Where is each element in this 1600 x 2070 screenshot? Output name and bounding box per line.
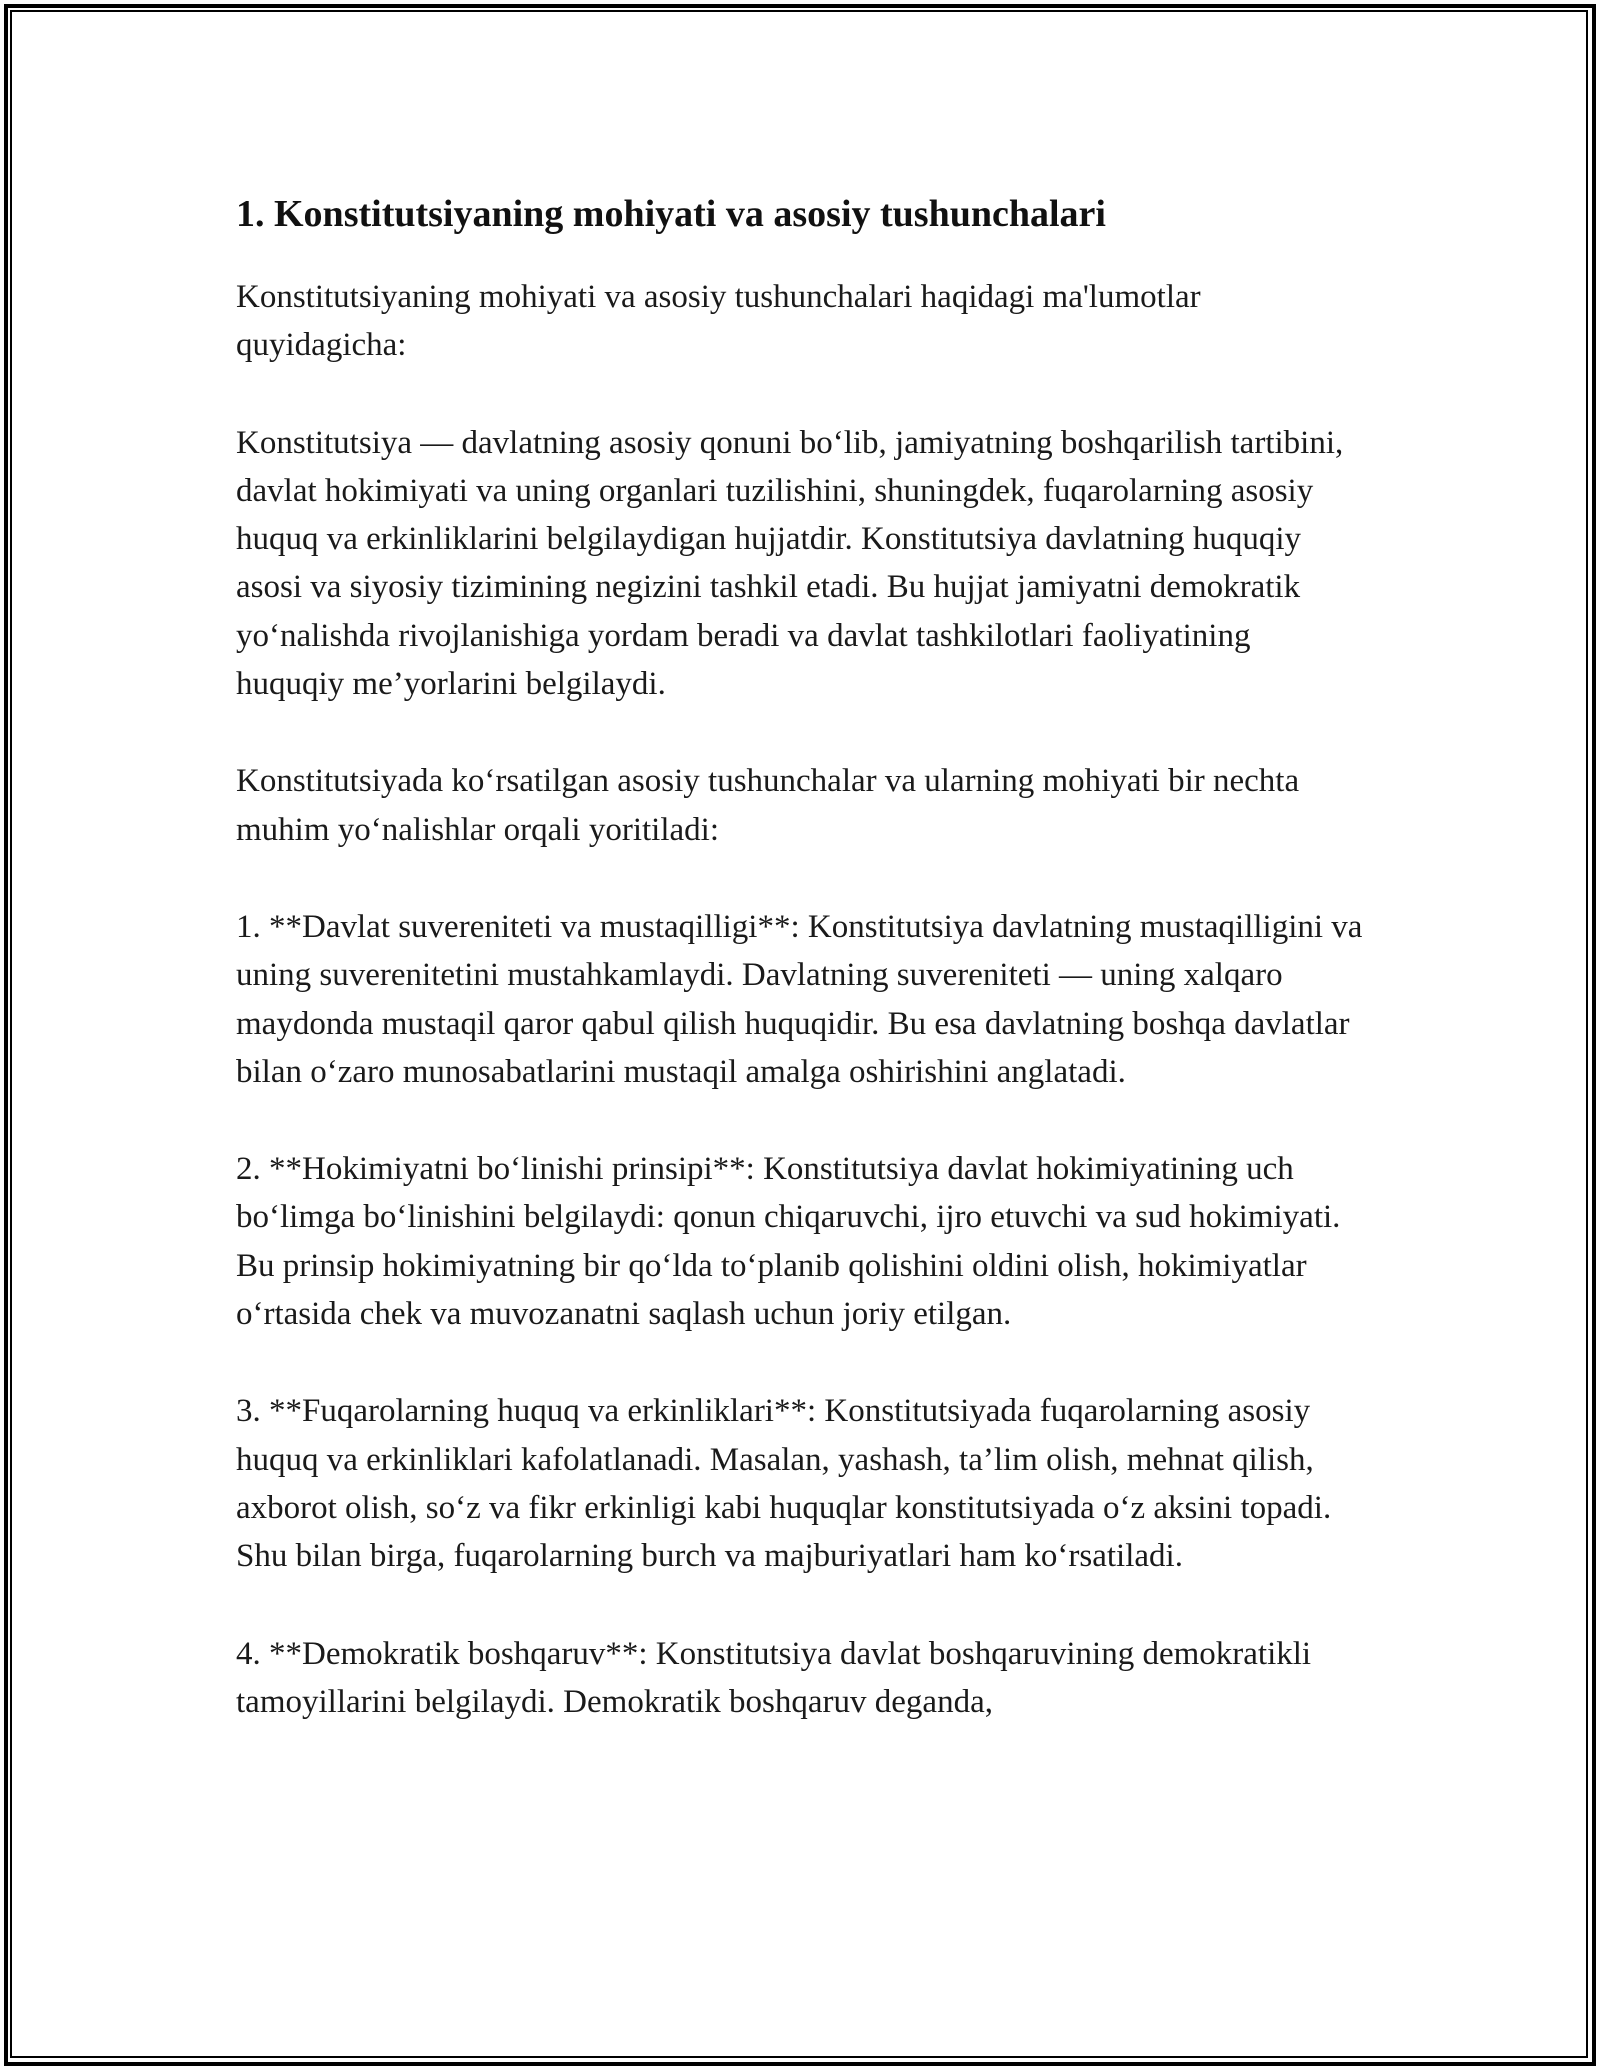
list-item-sovereignty: 1. **Davlat suvereniteti va mustaqilligi**: Konstitutsiya davlatning mustaqilligini va uning suverenitetini mustahkamlaydi. Davlatning suvereniteti — uning xalqaro maydonda mustaqil qaror qabul qilish huquqidir. Bu esa davlatning boshqa davlatlar bilan o‘zaro munosabatlarini mustaqil amalga oshirishini anglatadi. bbox=[236, 908, 1363, 1090]
list-item-citizen-rights: 3. **Fuqarolarning huquq va erkinliklari**: Konstitutsiyada fuqarolarning asosiy huquq va erkinliklari kafolatlanadi. Masalan, yashash, ta’lim olish, mehnat qilish, axborot olish, so‘z va fikr erkinligi kabi huquqlar konstitutsiyada o‘z aksini topadi. Shu bilan birga, fuqarolarning burch va majburiyatlari ham ko‘rsatiladi. bbox=[236, 1393, 1332, 1575]
overview-paragraph: Konstitutsiyada ko‘rsatilgan asosiy tushunchalar va ularning mohiyati bir nechta muhim yo‘nalishlar orqali yoritiladi: bbox=[236, 763, 1300, 848]
section-heading: 1. Konstitutsiyaning mohiyati va asosiy tushunchalari bbox=[236, 193, 1106, 235]
document-page bbox=[236, 185, 1366, 1726]
definition-paragraph: Konstitutsiya — davlatning asosiy qonuni bo‘lib, jamiyatning boshqarilish tartibini, davlat hokimiyati va uning organlari tuzilishini, shuningdek, fuqarolarning asosiy huquq va erkinliklarini belgilaydigan hujjatdir. Konstitutsiya davlatning huquqiy asosi va siyosiy tizimining negizini tashkil etadi. Bu hujjat jamiyatni demokratik yo‘nalishda rivojlanishiga yordam beradi va davlat tashkilotlari faoliyatining huquqiy me’yorlarini belgilaydi. bbox=[236, 424, 1344, 703]
list-item-democratic-governance: 4. **Demokratik boshqaruv**: Konstitutsiya davlat boshqaruvining demokratikli tamoyillarini belgilaydi. Demokratik boshqaruv deganda, bbox=[236, 1635, 1312, 1720]
intro-paragraph: Konstitutsiyaning mohiyati va asosiy tushunchalari haqidagi ma'lumotlar quyidagicha: bbox=[236, 279, 1201, 364]
list-item-separation-of-powers: 2. **Hokimiyatni bo‘linishi prinsipi**: Konstitutsiya davlat hokimiyatining uch bo‘limga bo‘linishini belgilaydi: qonun chiqaruvchi, ijro etuvchi va sud hokimiyati. Bu prinsip hokimiyatning bir qo‘lda to‘planib qolishini oldini olish, hokimiyatlar o‘rtasida chek va muvozanatni saqlash uchun joriy etilgan. bbox=[236, 1151, 1341, 1333]
